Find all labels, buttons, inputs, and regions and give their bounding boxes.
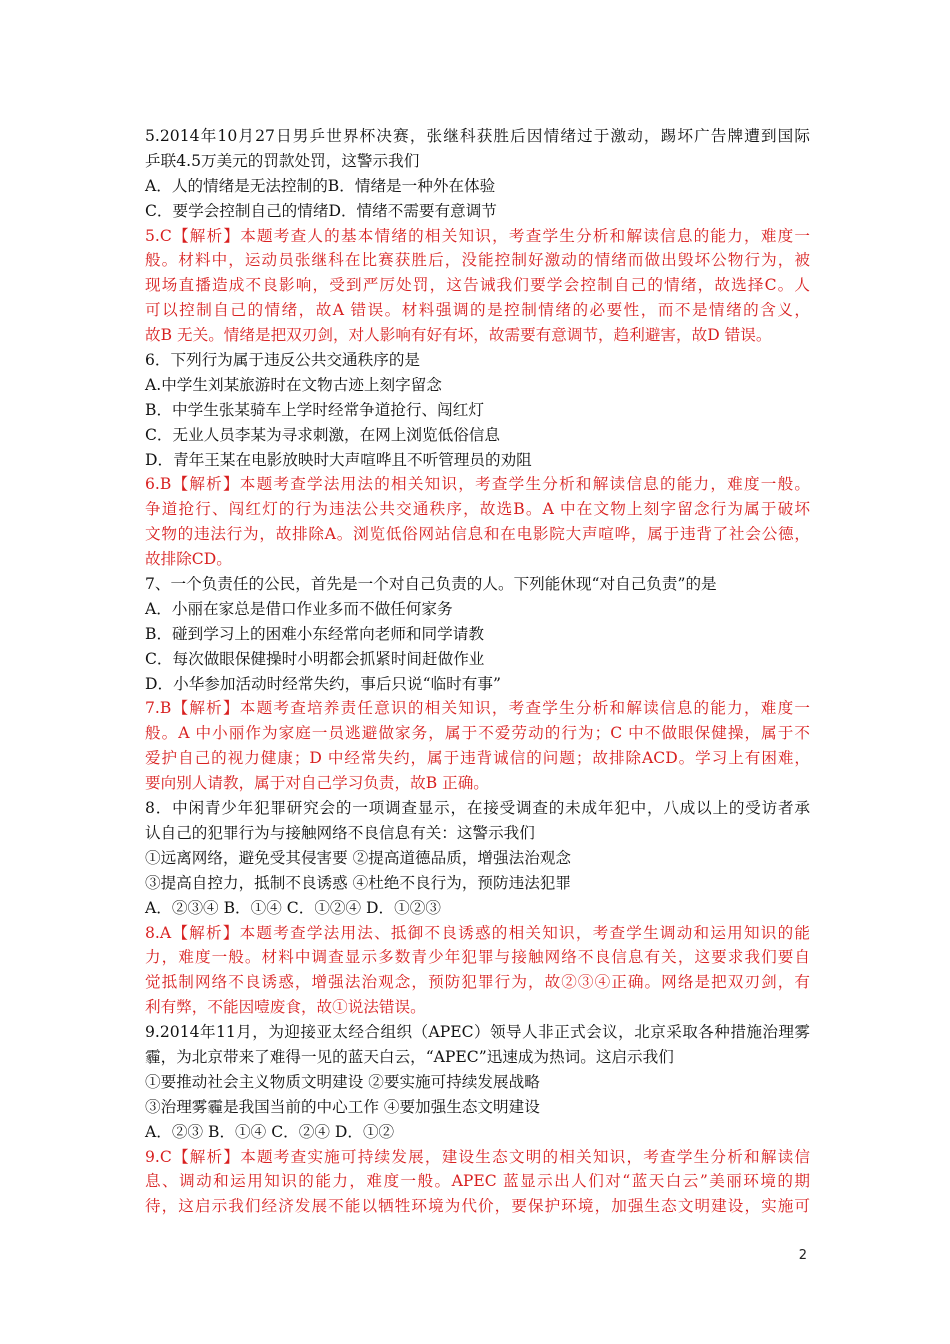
q7-option-b: B．碰到学习上的困难小东经常向老师和同学请教	[145, 624, 484, 643]
q6-answer-line-4: 故排除CD。	[145, 550, 232, 569]
q5-answer-line-3: 现场直播造成不良影响，受到严厉处罚，这告诫我们要学会控制自己的情绪，故选择C。人	[145, 276, 810, 295]
q8-answer-line-4: 利有弊，不能因噎废食，故①说法错误。	[145, 998, 426, 1017]
q6-option-a: A.中学生刘某旅游时在文物古迹上刻字留念	[145, 375, 442, 394]
q5-stem-line-2: 乒联4.5万美元的罚款处罚，这警示我们	[145, 151, 420, 170]
q6-answer-line-2: 争道抢行、闯红灯的行为违法公共交通秩序，故选B。A 中在文物上刻字留念行为属于破坏	[145, 500, 810, 519]
q8-statements-3-4: ③提高自控力，抵制不良诱惑 ④杜绝不良行为，预防违法犯罪	[145, 873, 571, 892]
q6-option-b: B．中学生张某骑车上学时经常争道抢行、闯红灯	[145, 400, 484, 419]
q8-choices: A．②③④ B．①④ C．①②④ D．①②③	[145, 898, 441, 917]
q6-answer-line-3: 文物的违法行为，故排除A。浏览低俗网站信息和在电影院大声喧哗，属于违背了社会公德，	[145, 525, 810, 544]
q9-answer-line-2: 息、调动和运用知识的能力，难度一般。APEC 蓝显示出人们对“蓝天白云”美丽环境的期	[145, 1172, 810, 1191]
q9-stem-line-2: 霾，为北京带来了难得一见的蓝天白云，“APEC”迅速成为热词。这启示我们	[145, 1047, 674, 1066]
q5-answer-line-1: 5.C【解析】本题考查人的基本情绪的相关知识，考查学生分析和解读信息的能力，难度一	[145, 226, 810, 245]
q8-answer-line-3: 觉抵制网络不良诱惑，增强法治观念，预防犯罪行为，故②③④正确。网络是把双刃剑，有	[145, 973, 810, 992]
q9-answer-line-1: 9.C【解析】本题考查实施可持续发展，建设生态文明的相关知识，考查学生分析和解读信	[145, 1147, 810, 1166]
q5-answer-line-5: 故B 无关。情绪是把双刃剑，对人影响有好有坏，故需要有意调节，趋利避害，故D 错误。	[145, 326, 772, 345]
q9-choices: A．②③ B．①④ C．②④ D．①②	[145, 1122, 395, 1141]
page-number: 2	[798, 1248, 807, 1263]
q5-options-cd: C．要学会控制自己的情绪D．情绪不需要有意调节	[145, 201, 497, 220]
q7-stem: 7、一个负责任的公民，首先是一个对自己负责的人。下列能休现“对自己负责”的是	[145, 575, 717, 594]
q7-answer-line-2: 般。A 中小丽作为家庭一员逃避做家务，属于不爱劳动的行为；C 中不做眼保健操，属于不	[145, 724, 810, 743]
q5-answer-line-4: 可以控制自己的情绪，故A 错误。材料强调的是控制情绪的必要性，而不是情绪的含义，	[145, 301, 810, 320]
q9-statements-1-2: ①要推动社会主义物质文明建设 ②要实施可持续发展战略	[145, 1072, 540, 1091]
q9-stem-line-1: 9.2014年11月，为迎接亚太经合组织（APEC）领导人非正式会议，北京采取各种措施治理雾	[145, 1023, 810, 1042]
q8-statements-1-2: ①远离网络，避免受其侵害要 ②提高道德品质，增强法治观念	[145, 848, 571, 867]
q5-answer-line-2: 般。材料中，运动员张继科在比赛获胜后，没能控制好激动的情绪而做出毁坏公物行为，被	[145, 251, 810, 270]
q8-answer-line-2: 力，难度一般。材料中调查显示多数青少年犯罪与接触网络不良信息有关，这要求我们要自	[145, 948, 810, 967]
q6-option-d: D．青年王某在电影放映时大声喧哗且不听管理员的劝阻	[145, 450, 532, 469]
q7-option-c: C．每次做眼保健操时小明都会抓紧时间赶做作业	[145, 649, 485, 668]
q5-options-ab: A．人的情绪是无法控制的B．情绪是一种外在体验	[145, 176, 496, 195]
page-body	[145, 124, 810, 1219]
q7-option-d: D．小华参加活动时经常失约，事后只说“临时有事”	[145, 674, 501, 693]
q6-stem: 6．下列行为属于违反公共交通秩序的是	[145, 351, 421, 370]
q6-option-c: C．无业人员李某为寻求刺激，在网上浏览低俗信息	[145, 425, 500, 444]
q9-answer-line-3: 待，这启示我们经济发展不能以牺牲环境为代价，要保护环境，加强生态文明建设，实施可	[145, 1197, 810, 1216]
q6-answer-line-1: 6.B【解析】本题考查学法用法的相关知识，考查学生分析和解读信息的能力，难度一般。	[145, 475, 810, 494]
q8-answer-line-1: 8.A【解析】本题考查学法用法、抵御不良诱惑的相关知识，考查学生调动和运用知识的能	[145, 923, 810, 942]
q7-answer-line-1: 7.B【解析】本题考查培养责任意识的相关知识，考查学生分析和解读信息的能力，难度一	[145, 699, 810, 718]
q5-stem-line-1: 5.2014年10月27日男乒世界杯决赛，张继科获胜后因情绪过于激动，踢坏广告牌遭到国际	[145, 127, 810, 145]
q9-statements-3-4: ③治理雾霾是我国当前的中心工作 ④要加强生态文明建设	[145, 1097, 540, 1116]
q7-option-a: A．小丽在家总是借口作业多而不做任何家务	[145, 599, 453, 618]
q7-answer-line-4: 要向别人请教，属于对自己学习负责，故B 正确。	[145, 774, 489, 793]
q8-stem-line-1: 8．中闲青少年犯罪研究会的一项调查显示，在接受调查的未成年犯中，八成以上的受访者承	[145, 799, 810, 818]
q8-stem-line-2: 认自己的犯罪行为与接触网络不良信息有关：这警示我们	[145, 823, 535, 842]
q7-answer-line-3: 爱护自己的视力健康；D 中经常失约，属于违背诚信的问题；故排除ACD。学习上有困难，	[145, 749, 810, 768]
